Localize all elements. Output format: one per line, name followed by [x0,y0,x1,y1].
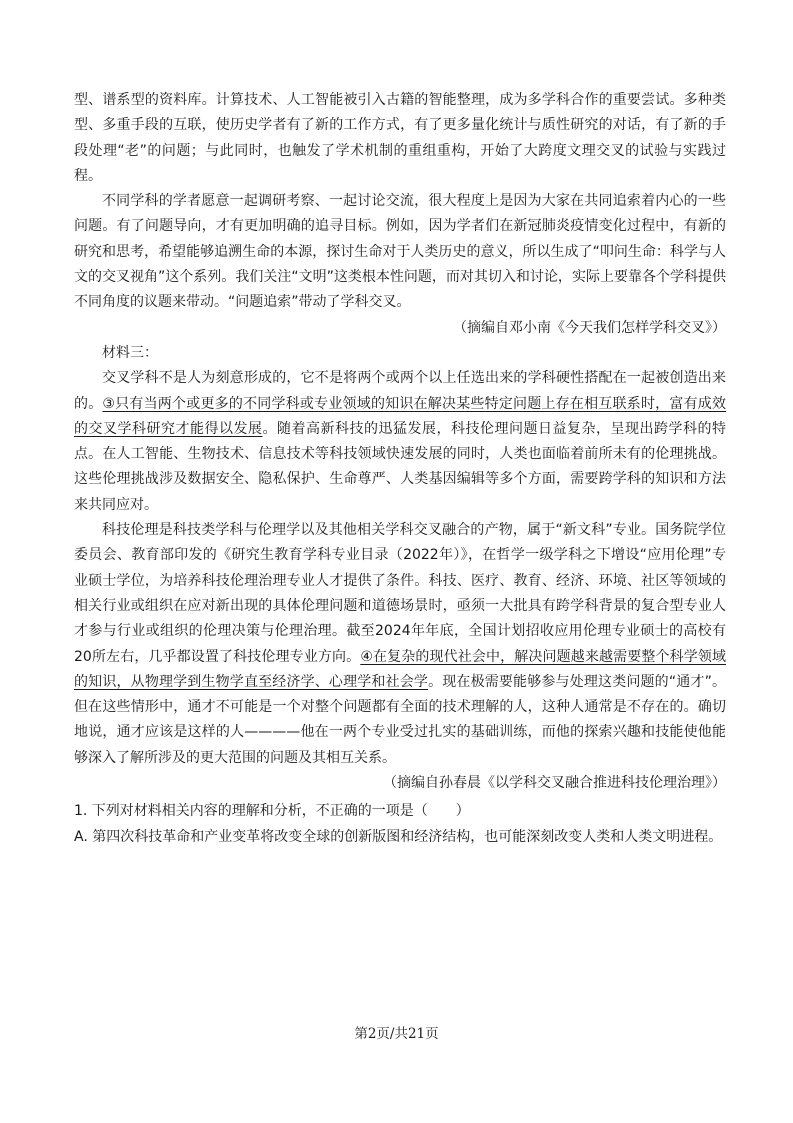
paragraph-interdisciplinary [74,366,726,518]
page-number: 第2页/共21页 [354,1026,439,1042]
underlined-sentence-3: ③只有当两个或更多的不同学科或专业领域的知识在解决某些特定问题上存在相互联系时，富有成效的交叉学科研究才能得以发展 [74,395,726,437]
source-citation-sun: （摘编自孙春晨《以学科交叉融合推进科技伦理治理》） [383,775,726,792]
paragraph-continuation: 型、谱系型的资料库。计算技术、人工智能被引入古籍的智能整理，成为多学科合作的重要尝试。多种类型、多重手段的互联，使历史学者有了新的工作方式，有了更多量化统计与质性研究的对话，有了新的手段处理“老”的问题；与此同时，也触发了学术机制的重组重构，开始了大跨度文理交叉的试验与实践过程。 [74,92,726,184]
source-citation-deng: （摘编自邓小南《今天我们怎样学科交叉》） [453,319,726,336]
underlined-sentence-4: ④在复杂的现代社会中，解决问题越来越需要整个科学领域的知识，从物理学到生物学直至经济学、心理学和社会学 [74,648,726,690]
paragraph-text: 。随着高新科技的迅猛发展，科技伦理问题日益复杂，呈现出跨学科的特点。在人工智能、生物技术、信息技术等科技领域快速发展的同时，人类也面临着前所未有的伦理挑战。这些伦理挑战涉及数据安全、隐私保护、生命尊严、人类基因编辑等多个方面，需要跨学科的知识和方法来共同应对。 [74,420,726,513]
paragraph-text: 科技伦理是科技类学科与伦理学以及其他相关学科交叉融合的产物，属于“新文科”专业。国务院学位委员会、教育部印发的《研究生教育学科专业目录（2022年）》，在哲学一级学科之下增设“应用伦理”专业硕士学位，为培养科技伦理治理专业人才提供了条件。科技、医疗、教育、经济、环境、社区等领域的相关行业或组织在应对新出现的具体伦理问题和道德场景时，亟须一大批具有跨学科背景的复合型专业人才参与行业或组织的伦理决策与伦理治理。截至2024年年底，全国计划招收应用伦理专业硕士的高校有20所左右，几乎都设置了科技伦理专业方向。 [74,522,726,665]
paragraph-text: 。现在极需要能够参与处理这类问题的“通才”。但在这些情形中，通才不可能是一个对整个问题都有全面的技术理解的人，这种人通常是不存在的。确切地说，通才应该是这样的人————他在一两个专业受过扎实的基础训练，而他的探索兴趣和技能使他能够深入了解所涉及的更大范围的问题及其相互关系。 [74,673,726,766]
paragraph-tech-ethics [74,518,726,771]
document-body [74,88,726,850]
paragraph-question-driven: 不同学科的学者愿意一起调研考察、一起讨论交流，很大程度上是因为大家在共同追索着内心的一些问题。有了问题导向，才有更加明确的追寻目标。例如，因为学者们在新冠肺炎疫情变化过程中，有新的研究和思考，希望能够追溯生命的本源，探讨生命对于人类历史的意义，所以生成了“叩问生命：科学与人文的交叉视角”这个系列。我们关注“文明”这类根本性问题，而对其切入和讨论，实际上要靠各个学科提供不同角度的议题来带动。“问题追索”带动了学科交叉。 [74,193,726,311]
paragraph-text: 交叉学科不是人为刻意形成的，它不是将两个或两个以上任选出来的学科硬性搭配在一起被创造出来的。 [74,370,726,412]
material-three-heading: 材料三： [102,344,158,361]
question-stem: 1. 下列对材料相关内容的理解和分析，不正确的一项是（ ） [74,803,470,820]
question-option-a: A. 第四次科技革命和产业变革将改变全球的创新版图和经济结构，也可能深刻改变人类和人类文明进程。 [74,828,723,845]
